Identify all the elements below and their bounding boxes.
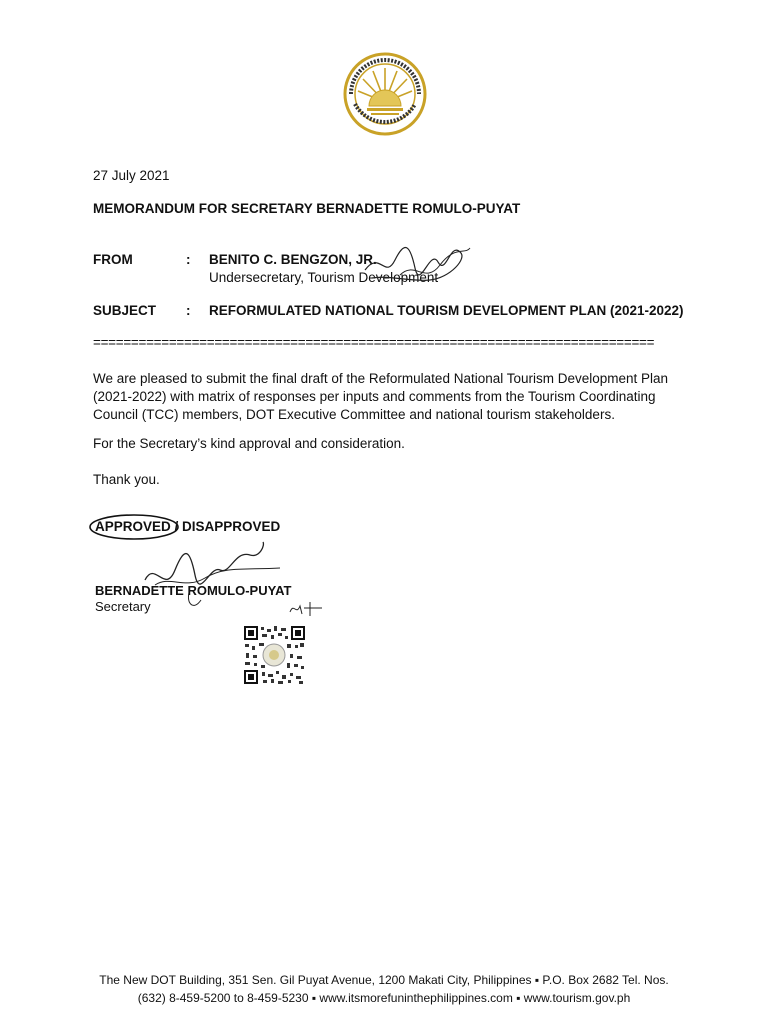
memo-body: We are pleased to submit the final draft of the Reformulated National Tourism Development Plan (2021-2022) with matrix of responses per inputs and comments from the Tourism Coordinating Council (TCC) members, DOT Executive Committee and national tourism stakeholders. [93,371,669,422]
from-colon: : [186,252,191,267]
qr-code-icon [243,625,306,685]
from-name: BENITO C. BENGZON, JR. [209,252,377,267]
subject-colon: : [186,303,191,318]
memo-date: 27 July 2021 [93,168,170,183]
secretary-signature [135,540,285,615]
consideration-line: For the Secretary’s kind approval and consideration. [93,436,405,451]
from-label: FROM [93,252,133,267]
dot-seal-icon [343,52,427,136]
signatory-name: BERNADETTE ROMULO-PUYAT [95,583,292,598]
footer-address: The New DOT Building, 351 Sen. Gil Puyat Avenue, 1200 Makati City, Philippines ▪ P.O. Box 2682 Tel. Nos. [99,973,669,987]
signatory-title: Secretary [95,599,151,614]
approved-circle [88,513,180,541]
footer-contacts: (632) 8-459-5200 to 8-459-5230 ▪ www.itsmorefuninthephilippines.com ▪ www.tourism.gov.ph [137,991,631,1005]
memorandum-for: MEMORANDUM FOR SECRETARY BERNADETTE ROMULO-PUYAT [93,201,521,216]
initial-mark [286,598,326,618]
from-signature [360,240,475,290]
subject-text: REFORMULATED NATIONAL TOURISM DEVELOPMENT PLAN (2021-2022) [209,303,684,318]
approval-options: APPROVED / DISAPPROVED [95,519,281,534]
divider-line: ========================================================================== [93,335,655,350]
subject-label: SUBJECT [93,303,157,318]
from-title: Undersecretary, Tourism Development [209,270,439,285]
thank-you: Thank you. [93,472,160,487]
